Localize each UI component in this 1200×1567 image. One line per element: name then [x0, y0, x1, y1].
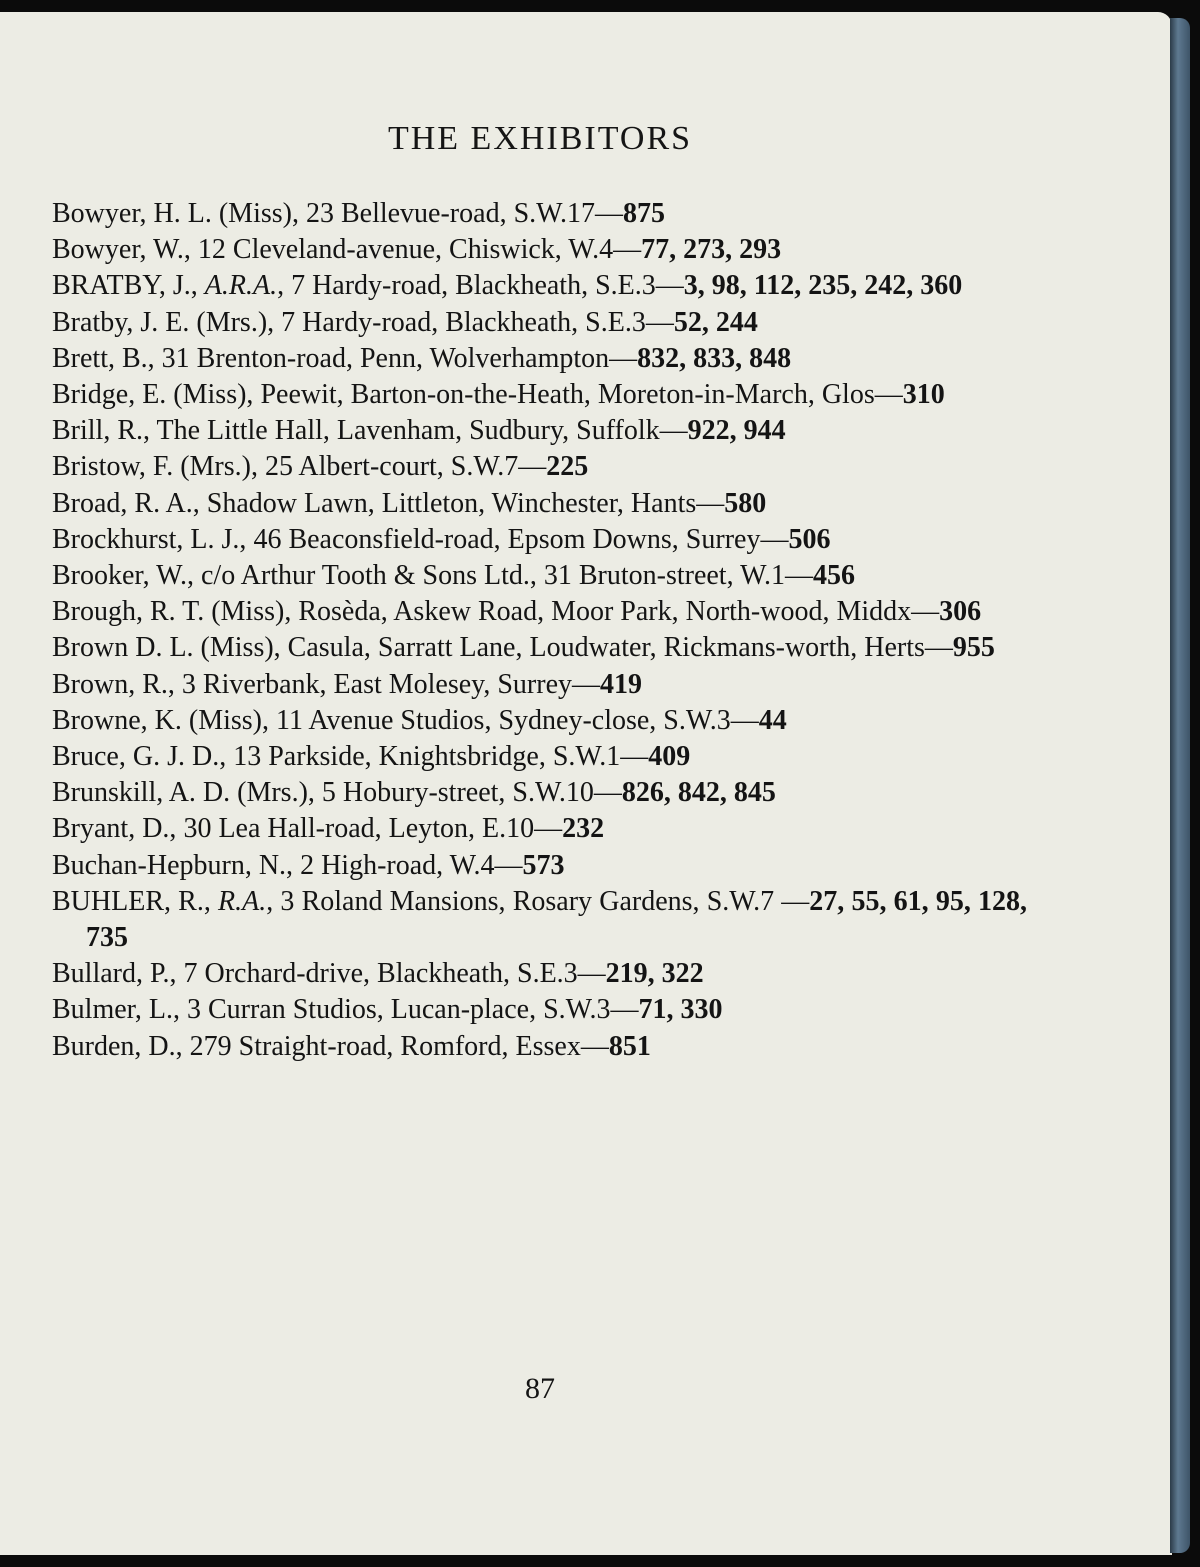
entry-exhibits: 875	[623, 198, 665, 229]
entry-name: Brooker, W.,	[52, 560, 201, 592]
entry-address: 25 Albert-court, S.W.7—	[264, 451, 547, 483]
entry-exhibits: 225	[546, 451, 589, 483]
entry-honor: A.R.A.	[204, 270, 278, 302]
entry-exhibits: 52, 244	[673, 306, 758, 338]
page-heading: THE EXHIBITORS	[387, 120, 693, 157]
entry-name: Bulmer, L.,	[52, 994, 187, 1026]
entry-exhibits: 219, 322	[605, 958, 704, 990]
entry-name: Bullard, P.,	[52, 958, 184, 990]
entry-name: Bratby, J. E. (Mrs.),	[52, 306, 282, 338]
exhibitor-entry	[52, 884, 1027, 956]
entry-address: Shadow Lawn, Littleton, Winchester, Hants—	[206, 487, 725, 519]
entry-address: 23 Bellevue-road, S.W.17—	[305, 198, 623, 229]
exhibitor-entry	[52, 413, 1027, 449]
exhibitor-entry	[52, 377, 1027, 413]
entry-address: 13 Parkside, Knightsbridge, S.W.1—	[233, 741, 649, 773]
entry-address: Peewit, Barton-on-the-Heath, Moreton-in-March, Glos—	[260, 379, 903, 411]
entry-exhibits: 27, 55, 61, 95, 128, 735	[86, 885, 1027, 954]
entry-address: 11 Avenue Studios, Sydney-close, S.W.3—	[276, 704, 759, 736]
exhibitor-entry	[52, 522, 1027, 558]
entry-name: Bridge, E. (Miss),	[52, 379, 261, 411]
entry-name: Burden, D.,	[52, 1030, 190, 1062]
entry-address: , 3 Roland Mansions, Rosary Gardens, S.W.7 —	[266, 885, 810, 917]
entry-address: c/o Arthur Tooth & Sons Ltd., 31 Bruton-street, W.1—	[200, 560, 813, 592]
entry-exhibits: 826, 842, 845	[621, 777, 776, 809]
entry-address: 3 Riverbank, East Molesey, Surrey—	[181, 668, 601, 700]
exhibitor-entry	[52, 232, 1027, 268]
entry-name: Brett, B.,	[52, 342, 162, 374]
exhibitor-entry	[52, 486, 1027, 522]
entry-address: , 7 Hardy-road, Blackheath, S.E.3—	[277, 270, 684, 302]
entry-name: Bryant, D.,	[52, 813, 184, 845]
entry-address: The Little Hall, Lavenham, Sudbury, Suffolk—	[156, 415, 688, 447]
entry-exhibits: 851	[608, 1030, 651, 1062]
entry-address: 30 Lea Hall-road, Leyton, E.10—	[183, 813, 563, 845]
entry-address: 3 Curran Studios, Lucan-place, S.W.3—	[186, 994, 639, 1026]
entry-name: Bruce, G. J. D.,	[52, 741, 234, 773]
exhibitor-entry	[52, 992, 1027, 1028]
entry-address: 5 Hobury-street, S.W.10—	[321, 777, 622, 809]
exhibitor-entry	[52, 956, 1027, 992]
entry-exhibits: 409	[648, 741, 691, 773]
entry-exhibits: 955	[952, 632, 995, 664]
entry-name: Brough, R. T. (Miss),	[52, 596, 299, 628]
exhibitor-entry	[52, 594, 1027, 630]
entry-name: Bowyer, H. L. (Miss),	[52, 198, 306, 229]
entry-exhibits: 310	[902, 379, 945, 411]
entry-name: Broad, R. A.,	[52, 487, 207, 519]
exhibitor-entry	[52, 341, 1027, 377]
entry-address: 279 Straight-road, Romford, Essex—	[189, 1030, 609, 1062]
exhibitor-entry	[52, 848, 1027, 884]
page-number: 87	[525, 1372, 555, 1405]
exhibitor-entry	[52, 558, 1027, 594]
entry-honor: R.A.	[218, 885, 267, 917]
entry-address: 46 Beaconsfield-road, Epsom Downs, Surrey—	[253, 523, 789, 555]
exhibitor-entry	[52, 811, 1027, 847]
entry-exhibits: 44	[758, 704, 787, 736]
entry-address: Rosèda, Askew Road, Moor Park, North-wood, Middx—	[298, 596, 940, 628]
entry-name: BUHLER, R.,	[52, 885, 219, 917]
entry-name: Brill, R.,	[52, 415, 157, 447]
entry-name: Browne, K. (Miss),	[52, 704, 276, 736]
exhibitor-entry	[52, 305, 1027, 341]
entry-name: Brunskill, A. D. (Mrs.),	[52, 777, 322, 809]
entry-name: Brown D. L. (Miss),	[52, 632, 288, 664]
book-page	[0, 12, 1172, 1555]
entry-exhibits: 306	[939, 596, 982, 628]
entry-exhibits: 456	[812, 560, 855, 592]
exhibitor-list	[52, 196, 1027, 1065]
entry-exhibits: 3, 98, 112, 235, 242, 360	[683, 270, 963, 302]
entry-address: 12 Cleveland-avenue, Chiswick, W.4—	[197, 234, 642, 266]
entry-address: 31 Brenton-road, Penn, Wolverhampton—	[161, 342, 638, 374]
entry-exhibits: 71, 330	[638, 994, 723, 1026]
entry-name: Bristow, F. (Mrs.),	[52, 451, 265, 483]
entry-exhibits: 419	[600, 668, 643, 700]
entry-exhibits: 232	[562, 813, 605, 845]
entry-exhibits: 922, 944	[687, 415, 786, 447]
entry-exhibits: 573	[522, 849, 565, 881]
exhibitor-entry	[52, 667, 1027, 703]
entry-exhibits: 506	[788, 523, 831, 555]
entry-address: 7 Orchard-drive, Blackheath, S.E.3—	[183, 958, 606, 990]
entry-name: Brockhurst, L. J.,	[52, 523, 254, 555]
exhibitor-entry	[52, 703, 1027, 739]
entry-address: 2 High-road, W.4—	[300, 849, 523, 881]
entry-name: Bowyer, W.,	[52, 234, 198, 266]
entry-name: Brown, R.,	[52, 668, 182, 700]
entry-name: BRATBY, J.,	[52, 270, 205, 302]
exhibitor-entry	[52, 739, 1027, 775]
exhibitor-entry	[52, 775, 1027, 811]
entry-address: Casula, Sarratt Lane, Loudwater, Rickmans-worth, Herts—	[287, 632, 953, 664]
entry-exhibits: 77, 273, 293	[641, 234, 782, 266]
entry-exhibits: 580	[724, 487, 767, 519]
book-edge	[1170, 18, 1190, 1553]
entry-name: Buchan-Hepburn, N.,	[52, 849, 301, 881]
exhibitor-entry	[52, 268, 1027, 304]
exhibitor-entry	[52, 1029, 1027, 1065]
exhibitor-entry	[52, 449, 1027, 485]
exhibitor-entry	[52, 630, 1027, 666]
entry-address: 7 Hardy-road, Blackheath, S.E.3—	[281, 306, 674, 338]
exhibitor-entry	[52, 196, 1027, 232]
entry-exhibits: 832, 833, 848	[637, 342, 792, 374]
